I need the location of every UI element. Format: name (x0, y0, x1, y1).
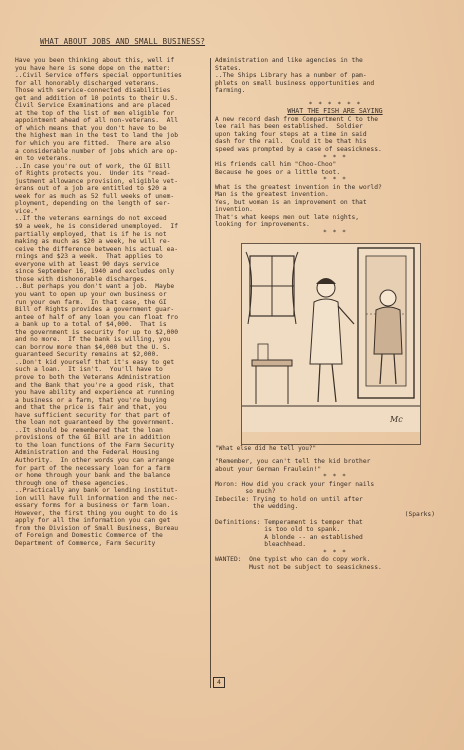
article-line: for part of the necessary loan for a farm (15, 464, 171, 472)
article-line: you want to open up your own business or (15, 290, 167, 298)
article-line: everyone with at least 90 days service (15, 260, 160, 268)
joke-line: Because he goes or a little toot. (215, 168, 341, 176)
article-line: for all honorably discharged veterans. (15, 79, 160, 87)
article-line: ..Don't kid yourself that it's easy to get (15, 358, 175, 366)
german-joke (215, 458, 455, 473)
article-line: guaranteed Security remains at $2,000. (15, 351, 160, 359)
article-line: States. (215, 64, 242, 72)
article-line: $9 a week, he is considered unemployed. If (15, 223, 179, 231)
article-line: appointment ahead of all non-veterans. All (15, 117, 179, 125)
article-line: Administration and the Federal Housing (15, 449, 160, 457)
joke-line: is too old to spank. (215, 526, 341, 534)
joke-line: "Remember, you can't tell the kid brother (215, 458, 371, 466)
article-line: Administration and like agencies in the (215, 57, 363, 64)
article-line: provisions of the GI Bill are in addition (15, 434, 171, 442)
joke-line: A blonde -- an established (215, 533, 363, 541)
fish-paragraph (215, 116, 455, 154)
joke-line: What is the greatest invention in the world? (215, 183, 382, 191)
joke-line: about your German Fraulein!" (215, 465, 322, 473)
article-line: apply for all the information you can get (15, 517, 171, 525)
page-number: 4 (213, 677, 225, 688)
article-line: the highest man in the test to land the job (15, 132, 179, 140)
cartoon-caption: "What else did he tell you?" (215, 444, 317, 452)
article-line: run your own farm. In that case, the GI (15, 298, 167, 306)
article-line: get and addition of 10 points to their U.S. (15, 94, 179, 102)
article-line: can borrow more than $4,000 but the U. S. (15, 343, 171, 351)
article-line: of Rights protects you. Under its "read- (15, 170, 171, 178)
article-line: since September 16, 1940 and excludes only (15, 268, 175, 276)
article-line: antee of half of any loan you can float fro (15, 313, 179, 321)
joke-line: Man is the greatest invention. (215, 191, 329, 199)
article-line: ion will have full information and the nec- (15, 494, 179, 502)
cartoon-illustration (241, 243, 421, 445)
joke-line: That's what keeps men out late nights, (215, 213, 360, 221)
article-line: a business or a farm, that you're buying (15, 396, 167, 404)
article-line: and the Bank that you're a good risk, that (15, 381, 175, 389)
article-line: However, the first thing you ought to do is (15, 509, 179, 517)
divider-stars: * * * (323, 473, 347, 481)
article-line: a considerable number of jobs which are op- (15, 147, 179, 155)
divider-stars: * * * (323, 229, 347, 237)
divider-stars: * * * (323, 548, 347, 556)
article-line: for which you are fitted. There are also (15, 140, 171, 148)
article-line: vice." (15, 207, 38, 215)
article-line: partially employed, that is if he is not (15, 230, 167, 238)
joke-line: Definitions: Temperament is temper that (215, 518, 363, 526)
fish-line: upon taking four steps at a time in said (215, 130, 367, 138)
article-line: have sufficient security for that part of (15, 411, 171, 419)
article-line: ..Practically any bank or lending institut- (15, 487, 179, 495)
article-line: ..In case you're out of work, the GI Bill (15, 162, 171, 170)
fish-section-heading: WHAT THE FISH ARE SAYING (287, 107, 383, 116)
article-line: prove to both the Veterans Administration (15, 373, 171, 381)
article-line: the government is security for up to $2,000 (15, 328, 179, 336)
joke-line: Yes, but woman is an improvement on that (215, 198, 367, 206)
ad-line: WANTED: One typist who can do copy work. (215, 556, 371, 564)
article-line: and that the price is fair and that, you (15, 404, 167, 412)
article-line: Authority. In other words you can arrange (15, 456, 175, 464)
article-line: through one of these agencies. (15, 479, 129, 487)
article-line: ..But perhaps you don't want a job. Maybe (15, 283, 175, 291)
article-line: ..Civil Service offers special opportunities (15, 72, 182, 80)
article-line: ..The Ships Library has a number of pam- (215, 72, 367, 80)
article-line: or home through your bank and the balance (15, 472, 171, 480)
article-line: Have you been thinking about this, well if (15, 57, 175, 64)
article-line: rnings and $23 a week. That applies to (15, 253, 163, 261)
article-line: the loan not guaranteed by the government. (15, 419, 175, 427)
definitions-joke (215, 519, 455, 549)
sparks-credit: (Sparks) (404, 510, 435, 518)
moron-joke (215, 481, 455, 511)
joke-line: looking for improvements. (215, 221, 310, 229)
article-line: a bank up to a total of $4,000. That is (15, 321, 167, 329)
left-column (15, 57, 215, 548)
cartoon-signature: Mc (390, 414, 403, 424)
article-line: those with dishonorable discharges. (15, 275, 148, 283)
article-line: farming. (215, 87, 246, 95)
divider-stars: * * * (323, 176, 347, 184)
column-divider (210, 58, 211, 688)
joke-line: Imbecile: Trying to hold on until after (215, 495, 363, 503)
article-line: Department of Commerce, Farm Security (15, 540, 156, 547)
left-column-text (15, 57, 215, 548)
article-line: ..If the veterans earnings do not exceed (15, 215, 167, 223)
article-line: you have here is some dope on the matter: (15, 64, 171, 72)
article-line: at the top of the list of men eligible for (15, 109, 175, 117)
divider-stars: * * * (323, 153, 347, 161)
article-line: you have ability and experience at running (15, 389, 175, 397)
article-line: justment allowance provision, eligible vet- (15, 177, 179, 185)
article-line: to the loan functions of the Farm Security (15, 441, 175, 449)
fish-line: lee rail has been established. Soldier (215, 123, 363, 131)
joke-line: Moron: How did you crack your finger nails (215, 480, 375, 488)
article-line: ceive the difference between his actual ea- (15, 245, 179, 253)
joke-line: the wedding. (215, 503, 299, 511)
article-line: erans out of a job are entitled to $20 a (15, 185, 167, 193)
article-line: Civil Service Examinations and are placed (15, 102, 171, 110)
article-line: week for as much as 52 full weeks of unem- (15, 192, 175, 200)
invention-joke (215, 184, 455, 229)
fish-line: speed was prompted by a case of seasickness. (215, 146, 382, 154)
article-line: Bill of Rights provides a government guar- (15, 306, 175, 314)
article-line: en to veterans. (15, 155, 72, 163)
cartoon-drawing (242, 244, 420, 432)
joke-line: bleachhead. (215, 541, 306, 549)
article-line: ..It should be remembered that the loan (15, 426, 163, 434)
joke-line: His friends call him "Choo-Choo" (215, 161, 337, 169)
choo-choo-joke (215, 161, 455, 176)
divider-stars: * * * * * * (308, 100, 362, 108)
article-line: essary forms for a business or farm loan. (15, 502, 171, 510)
article-line: of which means that you don't have to be (15, 124, 167, 132)
article-line: and no more. If the bank is willing, you (15, 336, 171, 344)
article-line: ployment, depending on the length of ser- (15, 200, 171, 208)
fish-line: dash for the rail. Could it be that his (215, 138, 367, 146)
wanted-ad (215, 556, 455, 571)
article-line: making as much as $20 a week, he will re- (15, 238, 171, 246)
right-column (215, 57, 455, 571)
article-line: from the Division of Small Business, Bureau (15, 524, 179, 532)
article-line: Those with service-connected disabilities (15, 87, 171, 95)
article-headline: WHAT ABOUT JOBS AND SMALL BUSINESS? (40, 37, 206, 46)
right-column-continuation (215, 57, 455, 95)
ad-line: Must not be subject to seasickness. (215, 563, 382, 571)
joke-line: so much? (215, 488, 276, 496)
article-line: of Foreign and Domestic Commerce of the (15, 532, 163, 540)
fish-line: A new record dash from Compartment C to the (215, 115, 379, 123)
joke-line: invention. (215, 206, 253, 214)
article-line: phlets on small business opportunities and (215, 79, 375, 87)
article-line: such a loan. It isn't. You'll have to (15, 366, 163, 374)
